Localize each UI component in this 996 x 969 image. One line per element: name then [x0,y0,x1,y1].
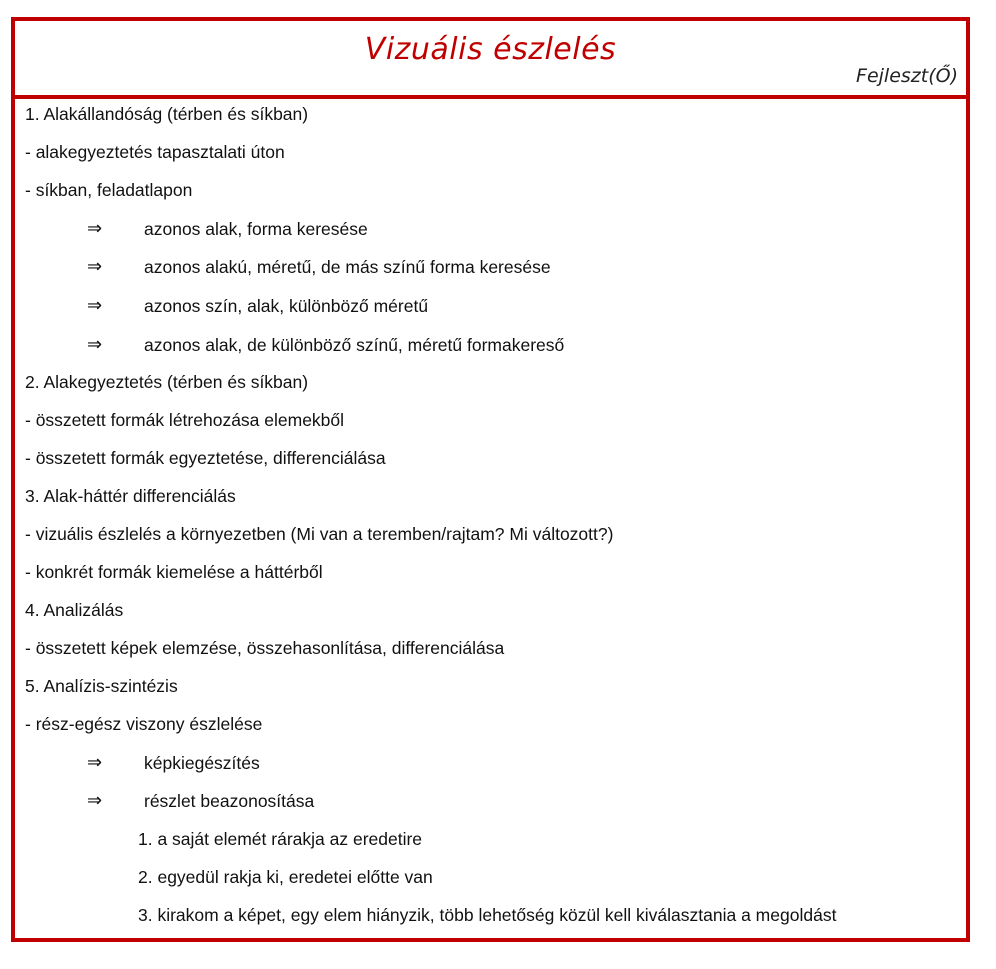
list-item: - összetett formák létrehozása elemekből [25,410,345,430]
arrow-icon: ⇒ [87,295,103,316]
arrow-item: azonos alak, de különböző színű, méretű formakereső [144,335,565,355]
arrow-icon: ⇒ [87,218,103,239]
sub-item: 1. a saját elemét rárakja az eredetire [138,829,423,849]
section-heading: 2. Alakegyeztetés (térben és síkban) [25,372,309,392]
list-item: - összetett képek elemzése, összehasonlítása, differenciálása [25,638,505,658]
list-item: - síkban, feladatlapon [25,180,193,200]
arrow-item: képkiegészítés [144,753,260,773]
section-heading: 4. Analizálás [25,600,124,620]
section-heading: 3. Alak-háttér differenciálás [25,486,236,506]
arrow-item: azonos alak, forma keresése [144,219,368,239]
arrow-item: részlet beazonosítása [144,791,315,811]
arrow-icon: ⇒ [87,790,103,811]
arrow-item: azonos szín, alak, különböző méretű [144,296,429,316]
list-item: - vizuális észlelés a környezetben (Mi van a teremben/rajtam? Mi változott?) [25,524,614,544]
section-heading: 1. Alakállandóság (térben és síkban) [25,104,309,124]
document-frame [11,17,970,942]
section-heading: 5. Analízis-szintézis [25,676,178,696]
sub-item: 2. egyedül rakja ki, eredetei előtte van [138,867,433,887]
brand-logo-text: Fejleszt(Ő) [856,65,958,87]
list-item: - összetett formák egyeztetése, differenciálása [25,448,386,468]
arrow-item: azonos alakú, méretű, de más színű forma keresése [144,257,551,277]
list-item: - rész-egész viszony észlelése [25,714,263,734]
header [15,21,966,99]
sub-item: 3. kirakom a képet, egy elem hiányzik, több lehetőség közül kell kiválasztania a megoldást [138,905,837,925]
page-title: Vizuális észlelés [364,32,617,67]
arrow-icon: ⇒ [87,334,103,355]
arrow-icon: ⇒ [87,752,103,773]
arrow-icon: ⇒ [87,256,103,277]
list-item: - konkrét formák kiemelése a háttérből [25,562,323,582]
list-item: - alakegyeztetés tapasztalati úton [25,142,285,162]
